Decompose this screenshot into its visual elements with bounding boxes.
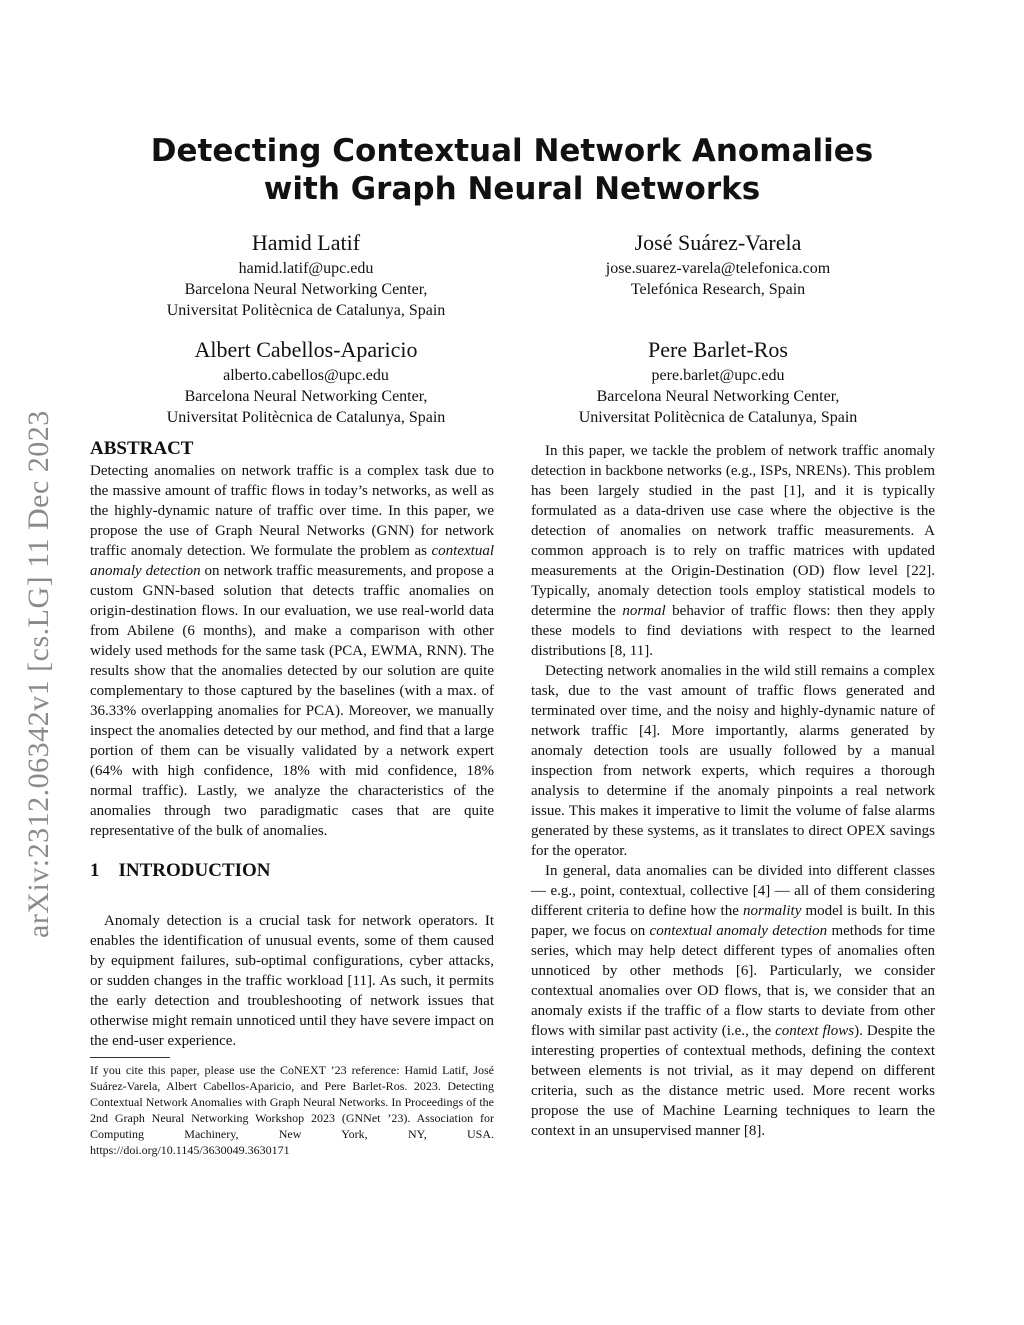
author-email: pere.barlet@upc.edu	[651, 367, 785, 384]
author-name: José Suárez-Varela	[634, 230, 802, 255]
body-paragraph: In general, data anomalies can be divided into different classes — e.g., point, contextual, collective [4] — all of them considering different criteria to define how the normality model is built. In this paper, we focus on contextual anomaly detection methods for time series, which may help detect different types of anomalies often unnoticed by other methods [6]. Particularly, we consider contextual anomalies over OD flows, that is, we consider that an anomaly exists if the traffic of a flow starts to deviate from other flows with similar past activity (i.e., the context flows). Despite the interesting properties of contextual methods, defining the context between elements is not trivial, as it may depend on different criteria, such as the distance metric used. More recent works propose the use of Machine Learning techniques to learn the context in an unsupervised manner [8].	[531, 863, 936, 1139]
left-column	[90, 437, 494, 1158]
author-name: Pere Barlet-Ros	[648, 337, 788, 362]
author-block	[518, 228, 918, 300]
title-line-2: with Graph Neural Networks	[263, 171, 761, 207]
section-heading	[90, 859, 494, 883]
author-affiliation: Barcelona Neural Networking Center,	[596, 388, 840, 405]
author-affiliation: Telefónica Research, Spain	[630, 281, 806, 298]
abstract-heading: ABSTRACT	[90, 438, 194, 459]
body-paragraph: Detecting network anomalies in the wild still remains a complex task, due to the vast amount of traffic flows generated and terminated over time, and the noisy and highly-dynamic nature of network traffic [4]. More importantly, alarms generated by anomaly detection tools are usually followed by a manual inspection from network experts, which requires a thorough analysis to determine if the anomaly pinpoints a real network issue. This makes it imperative to limit the volume of false alarms generated by these systems, as it translates to direct OPEX savings for the operator.	[531, 663, 935, 859]
footnote-rule	[90, 1057, 170, 1058]
right-column	[531, 441, 935, 1141]
paper-title	[90, 132, 934, 208]
citation-footnote: If you cite this paper, please use the CoNEXT ’23 reference: Hamid Latif, José Suárez-Varela, Albert Cabellos-Aparicio, and Pere Barlet-Ros. 2023. Detecting Contextual Network Anomalies with Graph Neural Networks. In Proceedings of the 2nd Graph Neural Networking Workshop 2023 (GNNet ’23). Association for Computing Machinery, New York, NY, USA. https://doi.org/10.1145/3630049.3630171	[90, 1063, 494, 1157]
section-number: 1	[90, 860, 100, 881]
section-title: INTRODUCTION	[118, 860, 271, 881]
author-affiliation: Universitat Politècnica de Catalunya, Spain	[578, 409, 858, 426]
author-name: Hamid Latif	[251, 230, 361, 255]
body-paragraph: In this paper, we tackle the problem of network traffic anomaly detection in backbone networks (e.g., ISPs, NRENs). This problem has been largely studied in the past [1], and it is typically formulated as a data-driven use case where the objective is the detection of anomalies on network traffic measurements. A common approach is to rely on traffic matrices with updated measurements at the Origin-Destination (OD) flow level [22]. Typically, anomaly detection tools employ statistical models to determine the normal behavior of traffic flows: then they apply these models to find deviations with respect to the learned distributions [8, 11].	[531, 443, 935, 659]
arxiv-identifier: arXiv:2312.06342v1 [cs.LG] 11 Dec 2023	[22, 410, 55, 938]
intro-paragraph: Anomaly detection is a crucial task for network operators. It enables the identification of unusual events, some of them caused by equipment failures, sub-optimal configurations, cyber attacks, or sudden changes in the traffic workload [11]. As such, it permits the early detection and troubleshooting of network issues that otherwise might remain unnoticed until they have severe impact on the end-user experience.	[90, 913, 494, 1049]
author-name: Albert Cabellos-Aparicio	[194, 337, 418, 362]
author-block	[518, 335, 918, 428]
title-line-1: Detecting Contextual Network Anomalies	[150, 133, 874, 169]
author-block	[106, 228, 506, 321]
author-email: jose.suarez-varela@telefonica.com	[605, 260, 831, 277]
author-affiliation: Barcelona Neural Networking Center,	[184, 388, 428, 405]
author-affiliation: Universitat Politècnica de Catalunya, Spain	[166, 409, 446, 426]
author-email: alberto.cabellos@upc.edu	[223, 367, 389, 384]
author-affiliation: Universitat Politècnica de Catalunya, Spain	[166, 302, 446, 319]
author-email: hamid.latif@upc.edu	[238, 260, 374, 277]
author-block	[106, 335, 506, 428]
abstract-text: Detecting anomalies on network traffic is a complex task due to the massive amount of traffic flows in today’s networks, as well as the highly-dynamic nature of traffic over time. In this paper, we propose the use of Graph Neural Networks (GNN) for network traffic anomaly detection. We formulate the problem as contextual anomaly detection on network traffic measurements, and propose a custom GNN-based solution that detects traffic anomalies on origin-destination flows. In our evaluation, we use real-world data from Abilene (6 months), and make a comparison with other widely used methods for the same task (PCA, EWMA, RNN). The results show that the anomalies detected by our solution are quite complementary to those captured by the baselines (with a max. of 36.33% overlapping anomalies for PCA). Moreover, we manually inspect the anomalies detected by our method, and find that a large portion of them can be visually validated by a network expert (64% with high confidence, 18% with mid confidence, 18% normal traffic). Lastly, we analyze the characteristics of the anomalies through two paradigmatic cases that are quite representative of the bulk of anomalies.	[90, 463, 494, 839]
author-affiliation: Barcelona Neural Networking Center,	[184, 281, 428, 298]
